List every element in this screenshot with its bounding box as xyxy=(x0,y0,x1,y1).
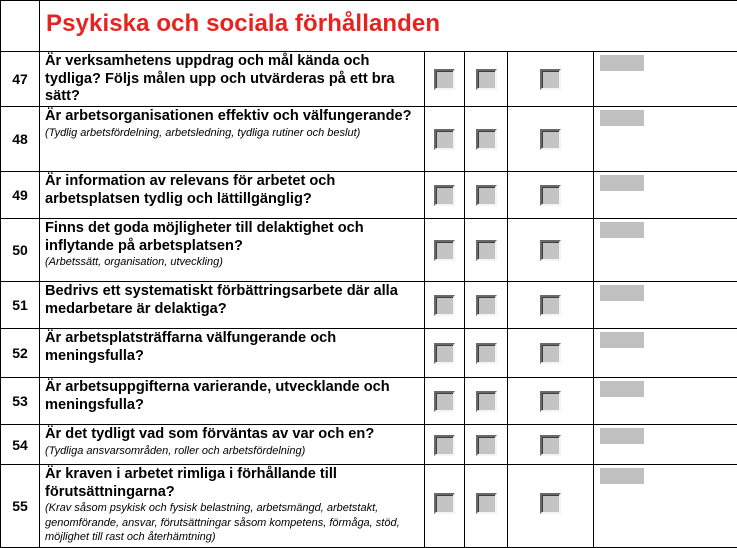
checkbox-option-1[interactable] xyxy=(434,435,455,456)
checkbox-option-2[interactable] xyxy=(476,435,497,456)
question-row xyxy=(1,329,737,378)
question-text: Är arbetsuppgifterna varierande, utvecklande och meningsfulla? xyxy=(45,379,420,414)
checkbox-option-2[interactable] xyxy=(476,295,497,316)
question-row xyxy=(1,107,737,172)
checkbox-option-2[interactable] xyxy=(476,343,497,364)
question-note: (Arbetssätt, organisation, utveckling) xyxy=(45,255,420,270)
checkbox-option-3[interactable] xyxy=(540,343,561,364)
checkbox-option-1[interactable] xyxy=(434,69,455,90)
option-1-cell xyxy=(425,52,465,107)
comment-cell xyxy=(594,219,737,282)
question-row xyxy=(1,282,737,329)
question-number: 52 xyxy=(1,329,40,378)
option-1-cell xyxy=(425,282,465,329)
section-title: Psykiska och sociala förhållanden xyxy=(46,10,440,37)
option-1-cell xyxy=(425,172,465,219)
checkbox-option-1[interactable] xyxy=(434,240,455,261)
checkbox-option-3[interactable] xyxy=(540,391,561,412)
option-3-cell xyxy=(508,425,594,465)
option-1-cell xyxy=(425,219,465,282)
question-cell xyxy=(40,52,425,107)
checkbox-option-3[interactable] xyxy=(540,240,561,261)
option-2-cell xyxy=(465,107,508,172)
question-cell xyxy=(40,172,425,219)
option-1-cell xyxy=(425,378,465,425)
option-1-cell xyxy=(425,465,465,548)
question-note: (Tydlig arbetsfördelning, arbetsledning, tydliga rutiner och beslut) xyxy=(45,126,420,141)
question-number: 54 xyxy=(1,425,40,465)
question-number: 55 xyxy=(1,465,40,548)
question-number: 49 xyxy=(1,172,40,219)
option-2-cell xyxy=(465,52,508,107)
checkbox-option-1[interactable] xyxy=(434,493,455,514)
option-3-cell xyxy=(508,329,594,378)
question-row xyxy=(1,425,737,465)
question-number: 53 xyxy=(1,378,40,425)
option-3-cell xyxy=(508,282,594,329)
question-note: (Krav såsom psykisk och fysisk belastning, arbetsmängd, arbetstakt, genomförande, ansvar, förutsättningar såsom kompetens, förmåga, stöd, möjlighet till rast och återhämtning) xyxy=(45,501,420,545)
question-cell xyxy=(40,219,425,282)
option-2-cell xyxy=(465,219,508,282)
option-2-cell xyxy=(465,378,508,425)
option-3-cell xyxy=(508,107,594,172)
checkbox-option-2[interactable] xyxy=(476,391,497,412)
question-row xyxy=(1,465,737,548)
checkbox-option-3[interactable] xyxy=(540,493,561,514)
question-cell xyxy=(40,465,425,548)
comment-field[interactable] xyxy=(600,55,644,71)
comment-field[interactable] xyxy=(600,110,644,126)
comment-cell xyxy=(594,52,737,107)
option-3-cell xyxy=(508,465,594,548)
question-number: 48 xyxy=(1,107,40,172)
option-2-cell xyxy=(465,172,508,219)
checkbox-option-1[interactable] xyxy=(434,295,455,316)
option-2-cell xyxy=(465,282,508,329)
question-cell xyxy=(40,329,425,378)
option-3-cell xyxy=(508,52,594,107)
checkbox-option-1[interactable] xyxy=(434,129,455,150)
question-cell xyxy=(40,282,425,329)
question-note: (Tydliga ansvarsområden, roller och arbetsfördelning) xyxy=(45,444,420,459)
comment-cell xyxy=(594,282,737,329)
question-cell xyxy=(40,378,425,425)
comment-field[interactable] xyxy=(600,222,644,238)
question-number: 50 xyxy=(1,219,40,282)
comment-cell xyxy=(594,378,737,425)
section-title-cell xyxy=(40,1,737,52)
comment-field[interactable] xyxy=(600,285,644,301)
question-row xyxy=(1,378,737,425)
question-text: Bedrivs ett systematiskt förbättringsarbete där alla medarbetare är delaktiga? xyxy=(45,283,420,318)
option-2-cell xyxy=(465,329,508,378)
checkbox-option-3[interactable] xyxy=(540,435,561,456)
comment-cell xyxy=(594,172,737,219)
question-text: Är det tydligt vad som förväntas av var och en? xyxy=(45,426,420,444)
checkbox-option-3[interactable] xyxy=(540,69,561,90)
checkbox-option-2[interactable] xyxy=(476,185,497,206)
option-3-cell xyxy=(508,378,594,425)
checkbox-option-1[interactable] xyxy=(434,391,455,412)
checkbox-option-2[interactable] xyxy=(476,240,497,261)
question-row xyxy=(1,52,737,107)
option-1-cell xyxy=(425,425,465,465)
checkbox-option-1[interactable] xyxy=(434,185,455,206)
comment-cell xyxy=(594,465,737,548)
checkbox-option-2[interactable] xyxy=(476,69,497,90)
comment-field[interactable] xyxy=(600,468,644,484)
checkbox-option-3[interactable] xyxy=(540,129,561,150)
comment-field[interactable] xyxy=(600,175,644,191)
checkbox-option-2[interactable] xyxy=(476,129,497,150)
comment-field[interactable] xyxy=(600,381,644,397)
comment-field[interactable] xyxy=(600,428,644,444)
checkbox-option-2[interactable] xyxy=(476,493,497,514)
checkbox-option-1[interactable] xyxy=(434,343,455,364)
question-row xyxy=(1,219,737,282)
question-text: Är information av relevans för arbetet och arbetsplatsen tydlig och lättillgänglig? xyxy=(45,173,420,208)
question-cell xyxy=(40,425,425,465)
option-3-cell xyxy=(508,219,594,282)
option-1-cell xyxy=(425,107,465,172)
option-3-cell xyxy=(508,172,594,219)
question-number: 51 xyxy=(1,282,40,329)
question-text: Är verksamhetens uppdrag och mål kända och tydliga? Följs målen upp och utvärderas på ett bra sätt? xyxy=(45,53,420,106)
section-header-row xyxy=(1,1,737,52)
comment-cell xyxy=(594,425,737,465)
question-text: Är kraven i arbetet rimliga i förhållande till förutsättningarna? xyxy=(45,466,420,501)
question-text: Är arbetsplatsträffarna välfungerande och meningsfulla? xyxy=(45,330,420,365)
comment-cell xyxy=(594,107,737,172)
question-text: Är arbetsorganisationen effektiv och välfungerande? xyxy=(45,108,420,126)
option-1-cell xyxy=(425,329,465,378)
checkbox-option-3[interactable] xyxy=(540,185,561,206)
option-2-cell xyxy=(465,465,508,548)
question-cell xyxy=(40,107,425,172)
comment-cell xyxy=(594,329,737,378)
question-number: 47 xyxy=(1,52,40,107)
question-text: Finns det goda möjligheter till delaktighet och inflytande på arbetsplatsen? xyxy=(45,220,420,255)
comment-field[interactable] xyxy=(600,332,644,348)
option-2-cell xyxy=(465,425,508,465)
checkbox-option-3[interactable] xyxy=(540,295,561,316)
number-header-cell xyxy=(1,1,40,52)
question-row xyxy=(1,172,737,219)
